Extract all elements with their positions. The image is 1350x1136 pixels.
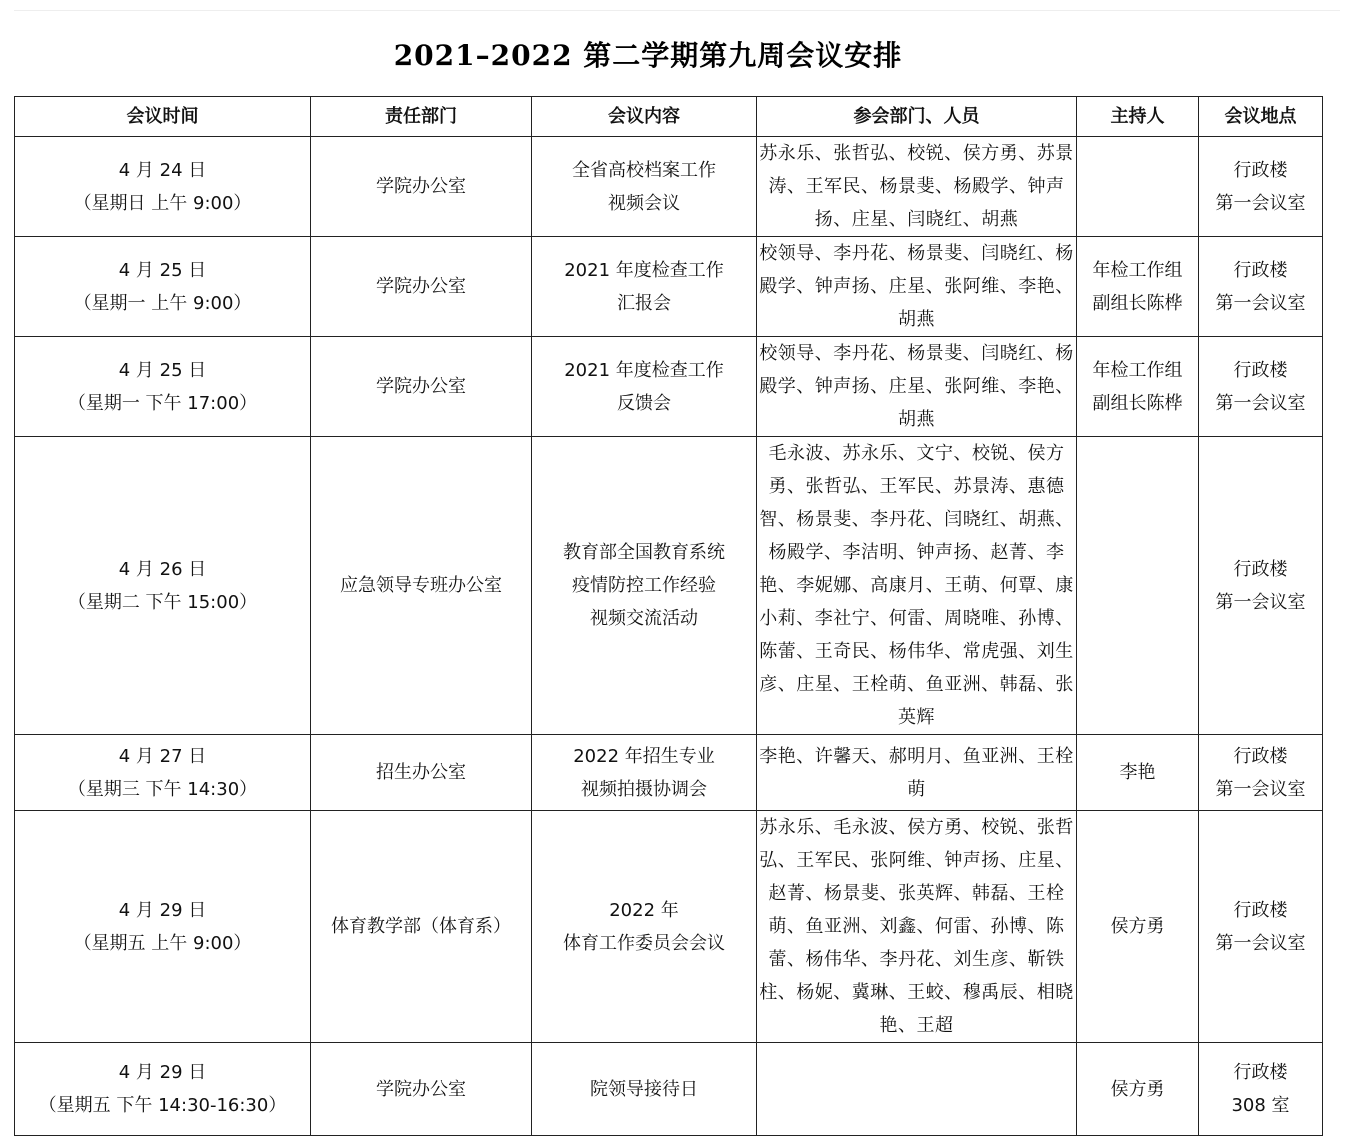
location-cell [1199, 137, 1323, 237]
header-row [15, 97, 1323, 137]
location-room: 第一会议室 [1215, 591, 1306, 613]
host-line: 李艳 [1119, 762, 1156, 783]
location-cell [1199, 811, 1323, 1043]
content-line: 2022 年招生专业 [573, 745, 715, 767]
meeting-time: （星期二 下午 15:00） [67, 591, 258, 613]
content-line: 2021 年度检查工作 [564, 259, 724, 281]
location-building: 行政楼 [1233, 1062, 1288, 1083]
department-cell: 学院办公室 [311, 237, 532, 337]
content-line: 院领导接待日 [590, 1078, 698, 1100]
attendees-cell: 毛永波、苏永乐、文宁、校锐、侯方勇、张哲弘、王军民、苏景涛、惠德智、杨景斐、李丹花、闫晓红、胡燕、杨殿学、李洁明、钟声扬、赵菁、李艳、李妮娜、高康月、王萌、何覃、康小莉、李社宁、何雷、周晓唯、孙博、陈蕾、王奇民、杨伟华、常虎强、刘生彦、庄星、王栓萌、鱼亚洲、韩磊、张英辉 [757, 437, 1077, 735]
location-building: 行政楼 [1233, 259, 1288, 281]
meeting-date: 4 月 27 日 [118, 745, 207, 767]
host-cell [1077, 735, 1199, 811]
meeting-time: （星期五 上午 9:00） [73, 932, 252, 954]
location-building: 行政楼 [1233, 359, 1288, 381]
attendees-cell: 校领导、李丹花、杨景斐、闫晓红、杨殿学、钟声扬、庄星、张阿维、李艳、胡燕 [757, 237, 1077, 337]
content-line: 全省高校档案工作 [572, 159, 716, 181]
host-line: 年检工作组 [1092, 259, 1183, 281]
content-cell [532, 1043, 757, 1136]
host-cell [1077, 237, 1199, 337]
meeting-date: 4 月 25 日 [118, 259, 207, 281]
table-row [15, 237, 1323, 337]
table-row [15, 437, 1323, 735]
header-attendees: 参会部门、人员 [757, 97, 1077, 137]
department-cell: 学院办公室 [311, 137, 532, 237]
department-cell: 学院办公室 [311, 337, 532, 437]
meeting-time: （星期一 上午 9:00） [73, 292, 252, 314]
location-cell [1199, 437, 1323, 735]
host-line: 副组长陈桦 [1092, 292, 1183, 314]
department-cell: 应急领导专班办公室 [311, 437, 532, 735]
content-line: 体育工作委员会会议 [563, 932, 725, 954]
content-line: 教育部全国教育系统 [563, 542, 725, 563]
meeting-schedule-table [14, 96, 1323, 1136]
meeting-time: （星期一 下午 17:00） [67, 392, 258, 414]
host-line: 侯方勇 [1110, 1078, 1165, 1100]
host-line: 侯方勇 [1110, 916, 1165, 937]
meeting-time-cell [15, 1043, 311, 1136]
table-row [15, 337, 1323, 437]
location-cell [1199, 237, 1323, 337]
content-line: 汇报会 [617, 292, 671, 314]
header-location: 会议地点 [1199, 97, 1323, 137]
header-department: 责任部门 [311, 97, 532, 137]
meeting-time-cell [15, 811, 311, 1043]
content-cell [532, 237, 757, 337]
meeting-time-cell [15, 437, 311, 735]
page-title: 2021–2022 第二学期第九周会议安排 [393, 39, 903, 72]
location-building: 行政楼 [1233, 159, 1288, 181]
location-room: 第一会议室 [1215, 778, 1306, 800]
department-cell: 体育教学部（体育系） [311, 811, 532, 1043]
attendees-cell [757, 1043, 1077, 1136]
location-room: 第一会议室 [1215, 932, 1306, 954]
meeting-date: 4 月 29 日 [118, 1062, 207, 1083]
content-line: 视频会议 [608, 192, 680, 214]
content-line: 视频拍摄协调会 [581, 778, 707, 800]
attendees-cell: 苏永乐、毛永波、侯方勇、校锐、张哲弘、王军民、张阿维、钟声扬、庄星、赵菁、杨景斐、张英辉、韩磊、王栓萌、鱼亚洲、刘鑫、何雷、孙博、陈蕾、杨伟华、李丹花、刘生彦、靳铁柱、杨妮、冀琳、王蛟、穆禹辰、相晓艳、王超 [757, 811, 1077, 1043]
meeting-time-cell [15, 735, 311, 811]
content-cell [532, 437, 757, 735]
host-line: 年检工作组 [1092, 359, 1183, 381]
location-building: 行政楼 [1233, 558, 1288, 580]
header-content: 会议内容 [532, 97, 757, 137]
host-cell [1077, 337, 1199, 437]
department-cell: 招生办公室 [311, 735, 532, 811]
content-line: 疫情防控工作经验 [572, 575, 716, 596]
meeting-time-cell [15, 137, 311, 237]
table-row [15, 811, 1323, 1043]
location-room: 308 室 [1231, 1095, 1290, 1116]
location-building: 行政楼 [1233, 745, 1288, 767]
meeting-date: 4 月 26 日 [118, 558, 207, 580]
table-row [15, 137, 1323, 237]
attendees-cell: 校领导、李丹花、杨景斐、闫晓红、杨殿学、钟声扬、庄星、张阿维、李艳、胡燕 [757, 337, 1077, 437]
top-rule [14, 10, 1340, 11]
meeting-date: 4 月 29 日 [118, 899, 207, 921]
content-cell [532, 735, 757, 811]
content-line: 2021 年度检查工作 [564, 359, 724, 381]
meeting-date: 4 月 24 日 [118, 159, 207, 181]
meeting-time-cell [15, 337, 311, 437]
location-room: 第一会议室 [1215, 292, 1306, 314]
meeting-time: （星期三 下午 14:30） [67, 778, 258, 800]
meeting-date: 4 月 25 日 [118, 359, 207, 381]
location-room: 第一会议室 [1215, 392, 1306, 414]
department-cell: 学院办公室 [311, 1043, 532, 1136]
host-cell [1077, 437, 1199, 735]
host-line: 副组长陈桦 [1092, 392, 1183, 414]
location-cell [1199, 337, 1323, 437]
meeting-time: （星期日 上午 9:00） [73, 192, 252, 214]
location-cell [1199, 735, 1323, 811]
host-cell [1077, 811, 1199, 1043]
meeting-time: （星期五 下午 14:30-16:30） [38, 1095, 287, 1116]
attendees-cell: 苏永乐、张哲弘、校锐、侯方勇、苏景涛、王军民、杨景斐、杨殿学、钟声扬、庄星、闫晓红、胡燕 [757, 137, 1077, 237]
header-meeting-time: 会议时间 [15, 97, 311, 137]
host-cell [1077, 1043, 1199, 1136]
meeting-time-cell [15, 237, 311, 337]
location-building: 行政楼 [1233, 899, 1288, 921]
table-row [15, 735, 1323, 811]
table-row [15, 1043, 1323, 1136]
content-cell [532, 811, 757, 1043]
content-line: 视频交流活动 [590, 608, 698, 629]
content-cell [532, 137, 757, 237]
content-line: 反馈会 [617, 392, 671, 414]
content-cell [532, 337, 757, 437]
host-cell [1077, 137, 1199, 237]
location-room: 第一会议室 [1215, 192, 1306, 214]
location-cell [1199, 1043, 1323, 1136]
attendees-cell: 李艳、许馨天、郝明月、鱼亚洲、王栓萌 [757, 735, 1077, 811]
header-host: 主持人 [1077, 97, 1199, 137]
content-line: 2022 年 [609, 899, 679, 921]
